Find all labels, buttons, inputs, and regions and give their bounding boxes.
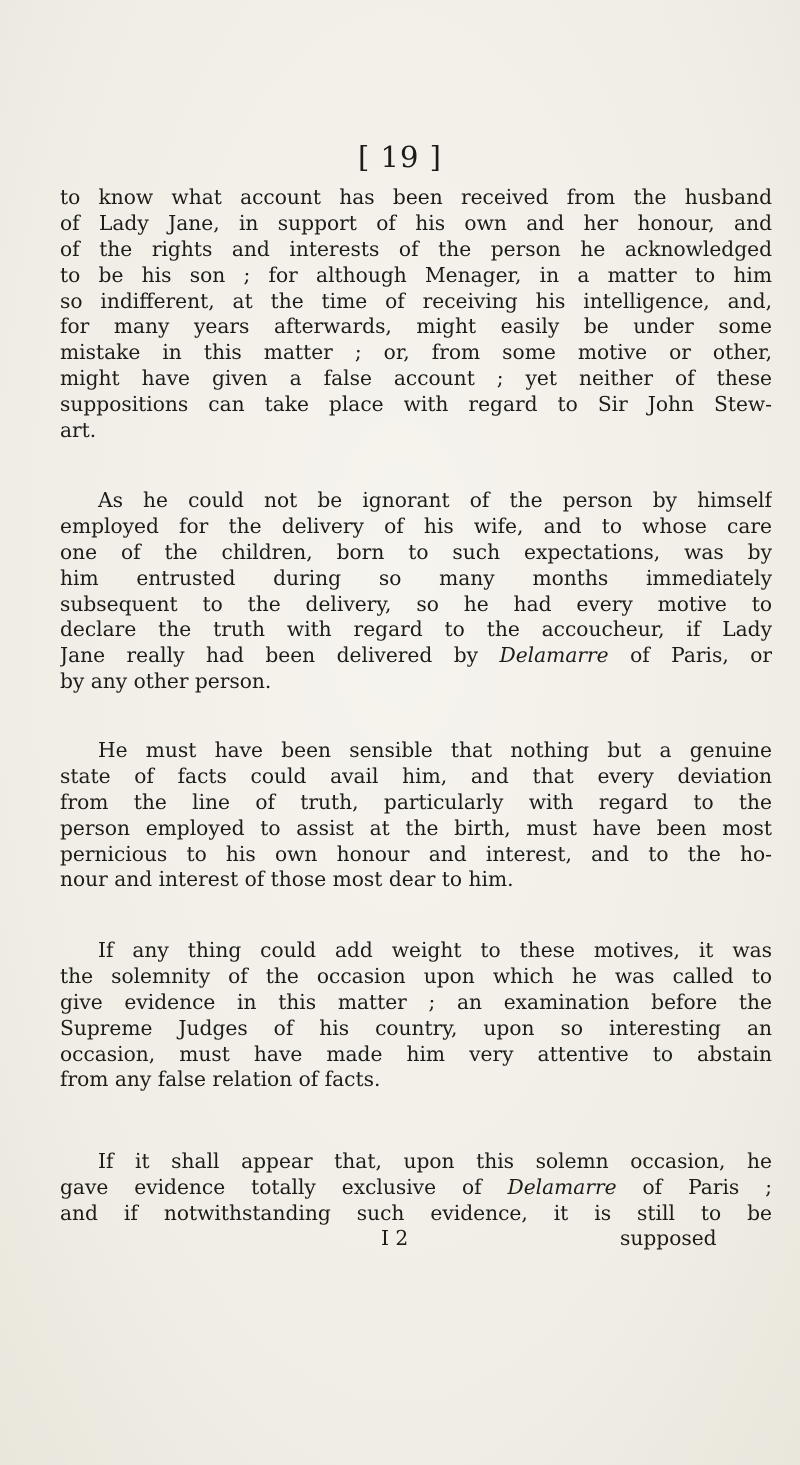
italic-name: Delamarre: [507, 1174, 617, 1199]
text-line: him entrusted during so many months immediately: [60, 565, 772, 590]
text-line: nour and interest of those most dear to him.: [60, 867, 514, 892]
text-line: from the line of truth, particularly with regard to the: [60, 789, 772, 814]
text-line: If it shall appear that, upon this solemn occasion, he: [98, 1149, 772, 1173]
text-line: to be his son ; for although Menager, in a matter to him: [60, 262, 772, 287]
text-line: pernicious to his own honour and interest, and to the ho-: [60, 841, 772, 866]
paragraph-2: [60, 488, 772, 695]
text-line: one of the children, born to such expectations, was by: [60, 539, 772, 564]
text-line: the solemnity of the occasion upon which he was called to: [60, 963, 772, 988]
page-number: [ 19 ]: [358, 140, 442, 174]
italic-name: Delamarre: [499, 643, 609, 668]
text-line: employed for the delivery of his wife, and to whose care: [60, 513, 772, 538]
page-footer: [0, 1226, 800, 1252]
text-line: subsequent to the delivery, so he had every motive to: [60, 591, 772, 616]
text-line: occasion, must have made him very attentive to abstain: [60, 1041, 772, 1066]
paragraph-5: [60, 1149, 772, 1227]
text-line: state of facts could avail him, and that every deviation: [60, 763, 772, 788]
catchword: supposed: [620, 1226, 717, 1250]
text-line: If any thing could add weight to these motives, it was: [98, 938, 772, 962]
text-line: give evidence in this matter ; an examination before the: [60, 989, 772, 1014]
text-line: might have given a false account ; yet neither of these: [60, 366, 772, 391]
paragraph-4: [60, 938, 772, 1093]
text-line: by any other person.: [60, 669, 272, 694]
text-line: of the rights and interests of the person he acknowledged: [60, 236, 772, 261]
text-line: person employed to assist at the birth, must have been most: [60, 815, 772, 840]
text-line: [60, 1175, 772, 1201]
signature-mark: I 2: [381, 1226, 409, 1250]
text-line: suppositions can take place with regard to Sir John Stew-: [60, 392, 772, 417]
paragraph-1: [60, 185, 772, 444]
text-line: mistake in this matter ; or, from some motive or other,: [60, 340, 772, 365]
paragraph-3: [60, 738, 772, 893]
text-line: of Lady Jane, in support of his own and her honour, and: [60, 210, 772, 235]
text-line: so indifferent, at the time of receiving his intelligence, and,: [60, 288, 772, 313]
text-fragment: of Paris, or: [630, 643, 772, 668]
text-line: Supreme Judges of his country, upon so interesting an: [60, 1015, 772, 1040]
text-line: and if notwithstanding such evidence, it is still to be: [60, 1200, 772, 1225]
text-line: [60, 643, 772, 669]
text-line: to know what account has been received from the husband: [60, 185, 772, 209]
text-line: from any false relation of facts.: [60, 1067, 381, 1092]
text-line: He must have been sensible that nothing but a genuine: [98, 738, 772, 762]
text-fragment: gave evidence totally exclusive of: [60, 1174, 482, 1199]
text-line: art.: [60, 418, 97, 443]
text-line: for many years afterwards, might easily be under some: [60, 314, 772, 339]
text-line: As he could not be ignorant of the person by himself: [98, 488, 772, 512]
text-line: declare the truth with regard to the accoucheur, if Lady: [60, 617, 772, 642]
text-fragment: Jane really had been delivered by: [60, 643, 479, 668]
text-fragment: of Paris ;: [642, 1174, 772, 1199]
